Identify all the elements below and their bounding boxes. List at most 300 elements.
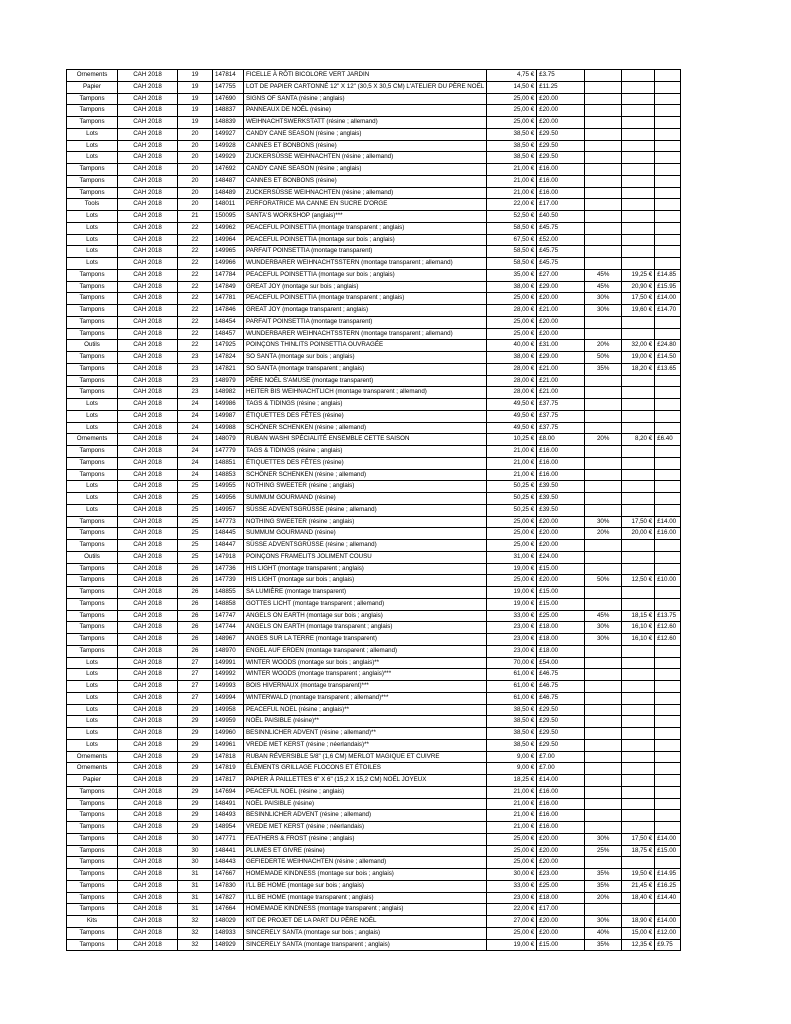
price-gbp-cell: £15.00 (537, 598, 585, 610)
table-row (67, 281, 681, 293)
table-row (67, 786, 681, 798)
description-cell: BESINNLICHER ADVENT (résine ; allemand) (244, 810, 487, 822)
price-eur-cell: 23,00 € (487, 645, 537, 657)
reference-cell: 147755 (213, 81, 244, 93)
page-cell: 32 (178, 916, 213, 928)
price-gbp-cell: £16.00 (537, 822, 585, 834)
page-cell: 25 (178, 528, 213, 540)
sale-price-eur-cell: 20,90 € (622, 281, 655, 293)
price-eur-cell: 19,00 € (487, 587, 537, 599)
reference-cell: 148967 (213, 634, 244, 646)
sale-price-eur-cell (622, 645, 655, 657)
sale-price-gbp-cell: £14.00 (655, 916, 681, 928)
description-cell: VREDE MET KERST (résine ; néerlandais) (244, 822, 487, 834)
table-row (67, 939, 681, 951)
category-cell: Lots (67, 422, 118, 434)
catalogue-cell: CAH 2018 (118, 457, 178, 469)
description-cell: CANDY CANE SEASON (résine ; anglais) (244, 128, 487, 140)
catalogue-cell: CAH 2018 (118, 93, 178, 105)
table-row (67, 916, 681, 928)
reference-cell: 148970 (213, 645, 244, 657)
discount-cell (585, 140, 622, 152)
sale-price-gbp-cell: £16.25 (655, 880, 681, 892)
page-cell: 29 (178, 728, 213, 740)
category-cell: Tampons (67, 528, 118, 540)
page-cell: 30 (178, 857, 213, 869)
page-cell: 29 (178, 704, 213, 716)
sale-price-eur-cell: 21,45 € (622, 880, 655, 892)
description-cell: HIS LIGHT (montage sur bois ; anglais) (244, 575, 487, 587)
table-row (67, 657, 681, 669)
catalogue-cell: CAH 2018 (118, 446, 178, 458)
catalogue-cell: CAH 2018 (118, 352, 178, 364)
price-gbp-cell: £16.00 (537, 469, 585, 481)
category-cell: Outils (67, 340, 118, 352)
table-row (67, 457, 681, 469)
discount-cell: 50% (585, 352, 622, 364)
page-cell: 22 (178, 269, 213, 281)
discount-cell (585, 211, 622, 223)
catalogue-cell: CAH 2018 (118, 763, 178, 775)
discount-cell (585, 152, 622, 164)
table-row (67, 563, 681, 575)
reference-cell: 147827 (213, 892, 244, 904)
sale-price-gbp-cell (655, 669, 681, 681)
discount-cell (585, 822, 622, 834)
page-cell: 20 (178, 175, 213, 187)
catalogue-cell: CAH 2018 (118, 222, 178, 234)
sale-price-eur-cell (622, 222, 655, 234)
category-cell: Tools (67, 199, 118, 211)
reference-cell: 147830 (213, 880, 244, 892)
price-gbp-cell: £45.75 (537, 222, 585, 234)
reference-cell: 150095 (213, 211, 244, 223)
sale-price-gbp-cell (655, 857, 681, 869)
price-gbp-cell: £20.00 (537, 117, 585, 129)
discount-cell: 50% (585, 575, 622, 587)
sale-price-eur-cell: 20,00 € (622, 528, 655, 540)
sale-price-gbp-cell (655, 469, 681, 481)
reference-cell: 149956 (213, 493, 244, 505)
category-cell: Tampons (67, 540, 118, 552)
page-cell: 24 (178, 457, 213, 469)
catalogue-cell: CAH 2018 (118, 775, 178, 787)
discount-cell (585, 598, 622, 610)
sale-price-eur-cell: 17,50 € (622, 516, 655, 528)
sale-price-eur-cell (622, 810, 655, 822)
page-cell: 30 (178, 833, 213, 845)
price-gbp-cell: £46.75 (537, 681, 585, 693)
sale-price-eur-cell (622, 751, 655, 763)
price-eur-cell: 61,00 € (487, 669, 537, 681)
discount-cell: 30% (585, 916, 622, 928)
table-row (67, 140, 681, 152)
price-eur-cell: 25,00 € (487, 833, 537, 845)
discount-cell: 30% (585, 516, 622, 528)
price-gbp-cell: £29.00 (537, 352, 585, 364)
price-eur-cell: 21,00 € (487, 798, 537, 810)
category-cell: Lots (67, 692, 118, 704)
sale-price-gbp-cell (655, 587, 681, 599)
price-eur-cell: 50,25 € (487, 493, 537, 505)
sale-price-gbp-cell: £6.40 (655, 434, 681, 446)
category-cell: Lots (67, 681, 118, 693)
category-cell: Tampons (67, 598, 118, 610)
description-cell: KIT DE PROJET DE LA PART DU PÈRE NOËL (244, 916, 487, 928)
sale-price-eur-cell (622, 692, 655, 704)
discount-cell (585, 387, 622, 399)
discount-cell (585, 645, 622, 657)
discount-cell: 30% (585, 634, 622, 646)
table-row (67, 70, 681, 82)
description-cell: BOIS HIVERNAUX (montage transparent)*** (244, 681, 487, 693)
category-cell: Ornements (67, 70, 118, 82)
sale-price-eur-cell (622, 716, 655, 728)
table-row (67, 493, 681, 505)
table-row (67, 516, 681, 528)
table-row (67, 352, 681, 364)
description-cell: I'LL BE HOME (montage sur bois ; anglais) (244, 880, 487, 892)
description-cell: ÉTIQUETTES DES FÊTES (résine) (244, 457, 487, 469)
category-cell: Tampons (67, 187, 118, 199)
discount-cell: 25% (585, 845, 622, 857)
price-gbp-cell: £29.50 (537, 152, 585, 164)
sale-price-eur-cell: 18,75 € (622, 845, 655, 857)
sale-price-gbp-cell: £12.60 (655, 634, 681, 646)
reference-cell: 147736 (213, 563, 244, 575)
price-eur-cell: 58,50 € (487, 258, 537, 270)
description-cell: ÉLÉMENTS GRILLAGE FLOCONS ET ÉTOILES (244, 763, 487, 775)
table-row (67, 81, 681, 93)
sale-price-eur-cell: 18,90 € (622, 916, 655, 928)
reference-cell: 147739 (213, 575, 244, 587)
table-row (67, 610, 681, 622)
description-cell: RUBAN WASHI SPÉCIALITÉ ENSEMBLE CETTE SAISON (244, 434, 487, 446)
description-cell: SA LUMIÈRE (montage transparent) (244, 587, 487, 599)
price-gbp-cell: £54.00 (537, 657, 585, 669)
price-eur-cell: 4,75 € (487, 70, 537, 82)
table-row (67, 587, 681, 599)
discount-cell: 35% (585, 880, 622, 892)
category-cell: Lots (67, 399, 118, 411)
discount-cell (585, 258, 622, 270)
sale-price-eur-cell (622, 798, 655, 810)
sale-price-gbp-cell (655, 763, 681, 775)
discount-cell: 45% (585, 610, 622, 622)
sale-price-gbp-cell: £14.95 (655, 869, 681, 881)
page-cell: 26 (178, 645, 213, 657)
sale-price-gbp-cell (655, 222, 681, 234)
reference-cell: 147819 (213, 763, 244, 775)
sale-price-eur-cell: 12,50 € (622, 575, 655, 587)
discount-cell: 40% (585, 927, 622, 939)
table-row (67, 246, 681, 258)
discount-cell (585, 692, 622, 704)
catalogue-cell: CAH 2018 (118, 845, 178, 857)
table-row (67, 669, 681, 681)
price-gbp-cell: £23.00 (537, 869, 585, 881)
reference-cell: 147849 (213, 281, 244, 293)
table-row (67, 269, 681, 281)
sale-price-gbp-cell: £9.75 (655, 939, 681, 951)
catalogue-cell: CAH 2018 (118, 540, 178, 552)
reference-cell: 148445 (213, 528, 244, 540)
catalogue-cell: CAH 2018 (118, 410, 178, 422)
price-eur-cell: 25,00 € (487, 528, 537, 540)
sale-price-eur-cell (622, 328, 655, 340)
page-cell: 24 (178, 446, 213, 458)
reference-cell: 147779 (213, 446, 244, 458)
price-gbp-cell: £16.00 (537, 798, 585, 810)
description-cell: I'LL BE HOME (montage transparent ; anglais) (244, 892, 487, 904)
discount-cell (585, 751, 622, 763)
sale-price-eur-cell: 17,50 € (622, 833, 655, 845)
reference-cell: 148491 (213, 798, 244, 810)
page-cell: 26 (178, 563, 213, 575)
description-cell: PEACEFUL POINSETTIA (montage transparent ; anglais) (244, 222, 487, 234)
discount-cell (585, 504, 622, 516)
sale-price-eur-cell (622, 117, 655, 129)
table-row (67, 434, 681, 446)
sale-price-gbp-cell (655, 328, 681, 340)
category-cell: Lots (67, 211, 118, 223)
category-cell: Tampons (67, 587, 118, 599)
reference-cell: 149992 (213, 669, 244, 681)
reference-cell: 149966 (213, 258, 244, 270)
page-cell: 24 (178, 410, 213, 422)
discount-cell: 45% (585, 281, 622, 293)
table-row (67, 387, 681, 399)
price-eur-cell: 33,00 € (487, 610, 537, 622)
price-eur-cell: 38,50 € (487, 716, 537, 728)
price-eur-cell: 38,50 € (487, 140, 537, 152)
sale-price-eur-cell (622, 93, 655, 105)
page-cell: 29 (178, 786, 213, 798)
price-gbp-cell: £27.00 (537, 269, 585, 281)
sale-price-eur-cell (622, 551, 655, 563)
sale-price-eur-cell (622, 763, 655, 775)
sale-price-eur-cell (622, 175, 655, 187)
description-cell: PANNEAUX DE NOËL (résine) (244, 105, 487, 117)
page-cell: 26 (178, 575, 213, 587)
discount-cell: 30% (585, 622, 622, 634)
description-cell: SINCERELY SANTA (montage transparent ; anglais) (244, 939, 487, 951)
page-cell: 23 (178, 387, 213, 399)
discount-cell (585, 798, 622, 810)
price-gbp-cell: £16.00 (537, 164, 585, 176)
discount-cell (585, 316, 622, 328)
sale-price-gbp-cell: £15.95 (655, 281, 681, 293)
discount-cell (585, 775, 622, 787)
catalogue-cell: CAH 2018 (118, 610, 178, 622)
price-eur-cell: 35,00 € (487, 269, 537, 281)
reference-cell: 149988 (213, 422, 244, 434)
description-cell: ANGELS ON EARTH (montage sur bois ; anglais) (244, 610, 487, 622)
description-cell: NOTHING SWEETER (résine ; anglais) (244, 516, 487, 528)
sale-price-gbp-cell (655, 728, 681, 740)
description-cell: NOËL PAISIBLE (résine)** (244, 716, 487, 728)
sale-price-gbp-cell: £24.80 (655, 340, 681, 352)
price-eur-cell: 28,00 € (487, 375, 537, 387)
discount-cell (585, 199, 622, 211)
discount-cell (585, 81, 622, 93)
category-cell: Tampons (67, 117, 118, 129)
page-cell: 27 (178, 681, 213, 693)
page-cell: 31 (178, 904, 213, 916)
page-cell: 24 (178, 422, 213, 434)
sale-price-gbp-cell: £15.00 (655, 845, 681, 857)
catalogue-cell: CAH 2018 (118, 927, 178, 939)
sale-price-eur-cell: 19,50 € (622, 869, 655, 881)
reference-cell: 147747 (213, 610, 244, 622)
catalogue-cell: CAH 2018 (118, 622, 178, 634)
sale-price-eur-cell (622, 258, 655, 270)
sale-price-gbp-cell: £14.50 (655, 352, 681, 364)
price-eur-cell: 25,00 € (487, 105, 537, 117)
reference-cell: 147664 (213, 904, 244, 916)
table-row (67, 857, 681, 869)
sale-price-gbp-cell (655, 164, 681, 176)
discount-cell (585, 105, 622, 117)
price-gbp-cell: £39.50 (537, 504, 585, 516)
description-cell: HOMEMADE KINDNESS (montage transparent ; anglais) (244, 904, 487, 916)
sale-price-gbp-cell (655, 105, 681, 117)
catalogue-cell: CAH 2018 (118, 751, 178, 763)
sale-price-gbp-cell: £14.00 (655, 833, 681, 845)
description-cell: WINTER WOODS (montage transparent ; anglais)*** (244, 669, 487, 681)
catalogue-cell: CAH 2018 (118, 305, 178, 317)
table-row (67, 892, 681, 904)
sale-price-eur-cell (622, 681, 655, 693)
discount-cell (585, 410, 622, 422)
catalogue-cell: CAH 2018 (118, 281, 178, 293)
category-cell: Papier (67, 775, 118, 787)
page-cell: 29 (178, 798, 213, 810)
price-gbp-cell: £25.00 (537, 610, 585, 622)
description-cell: SO SANTA (montage sur bois ; anglais) (244, 352, 487, 364)
reference-cell: 148858 (213, 598, 244, 610)
sale-price-gbp-cell (655, 810, 681, 822)
sale-price-eur-cell: 19,00 € (622, 352, 655, 364)
description-cell: PERFORATRICE MA CANNE EN SUCRE D'ORGE (244, 199, 487, 211)
price-gbp-cell: £21.00 (537, 387, 585, 399)
table-row (67, 258, 681, 270)
price-eur-cell: 31,00 € (487, 551, 537, 563)
price-gbp-cell: £21.00 (537, 363, 585, 375)
table-row (67, 152, 681, 164)
description-cell: WUNDERBARER WEIHNACHTSSTERN (montage transparent ; allemand) (244, 258, 487, 270)
table-row (67, 551, 681, 563)
sale-price-eur-cell (622, 822, 655, 834)
reference-cell: 149994 (213, 692, 244, 704)
price-gbp-cell: £16.00 (537, 187, 585, 199)
catalogue-cell: CAH 2018 (118, 822, 178, 834)
description-cell: RUBAN RÉVERSIBLE 5/8" (1,6 CM) MERLOT MAGIQUE ET CUIVRE (244, 751, 487, 763)
description-cell: SINCERELY SANTA (montage sur bois ; anglais) (244, 927, 487, 939)
sale-price-gbp-cell (655, 657, 681, 669)
price-eur-cell: 22,00 € (487, 199, 537, 211)
category-cell: Tampons (67, 269, 118, 281)
discount-cell (585, 117, 622, 129)
catalogue-cell: CAH 2018 (118, 399, 178, 411)
discount-cell (585, 763, 622, 775)
price-gbp-cell: £20.00 (537, 328, 585, 340)
category-cell: Tampons (67, 93, 118, 105)
catalogue-cell: CAH 2018 (118, 516, 178, 528)
price-eur-cell: 27,00 € (487, 916, 537, 928)
reference-cell: 147781 (213, 293, 244, 305)
page-cell: 19 (178, 81, 213, 93)
sale-price-eur-cell: 18,20 € (622, 363, 655, 375)
sale-price-eur-cell (622, 504, 655, 516)
catalogue-cell: CAH 2018 (118, 904, 178, 916)
category-cell: Lots (67, 140, 118, 152)
catalogue-cell: CAH 2018 (118, 293, 178, 305)
description-cell: GREAT JOY (montage sur bois ; anglais) (244, 281, 487, 293)
page-cell: 32 (178, 927, 213, 939)
page-cell: 22 (178, 305, 213, 317)
price-eur-cell: 25,00 € (487, 540, 537, 552)
sale-price-eur-cell: 18,15 € (622, 610, 655, 622)
sale-price-eur-cell: 32,00 € (622, 340, 655, 352)
sale-price-gbp-cell (655, 751, 681, 763)
table-row (67, 446, 681, 458)
price-gbp-cell: £7.00 (537, 751, 585, 763)
table-row (67, 739, 681, 751)
price-eur-cell: 10,25 € (487, 434, 537, 446)
page-cell: 27 (178, 657, 213, 669)
catalogue-cell: CAH 2018 (118, 869, 178, 881)
price-gbp-cell: £8.00 (537, 434, 585, 446)
price-eur-cell: 23,00 € (487, 622, 537, 634)
sale-price-gbp-cell: £14.00 (655, 293, 681, 305)
description-cell: SANTA'S WORKSHOP (anglais)*** (244, 211, 487, 223)
sale-price-gbp-cell (655, 457, 681, 469)
sale-price-gbp-cell (655, 234, 681, 246)
catalogue-cell: CAH 2018 (118, 645, 178, 657)
discount-cell (585, 70, 622, 82)
table-row (67, 187, 681, 199)
discount-cell (585, 234, 622, 246)
catalogue-cell: CAH 2018 (118, 892, 178, 904)
page-cell: 26 (178, 634, 213, 646)
sale-price-gbp-cell: £12.60 (655, 622, 681, 634)
price-eur-cell: 23,00 € (487, 634, 537, 646)
catalogue-cell: CAH 2018 (118, 70, 178, 82)
sale-price-eur-cell (622, 904, 655, 916)
category-cell: Lots (67, 739, 118, 751)
price-eur-cell: 21,00 € (487, 164, 537, 176)
description-cell: WEIHNACHTSWERKSTATT (résine ; allemand) (244, 117, 487, 129)
sale-price-gbp-cell (655, 316, 681, 328)
description-cell: ZUCKERSÜSSE WEIHNACHTEN (résine ; allemand) (244, 152, 487, 164)
price-eur-cell: 28,00 € (487, 305, 537, 317)
category-cell: Tampons (67, 833, 118, 845)
page-cell: 22 (178, 281, 213, 293)
sale-price-gbp-cell (655, 81, 681, 93)
reference-cell: 147846 (213, 305, 244, 317)
discount-cell: 30% (585, 293, 622, 305)
price-gbp-cell: £46.75 (537, 669, 585, 681)
price-eur-cell: 28,00 € (487, 363, 537, 375)
description-cell: ANGES SUR LA TERRE (montage transparent) (244, 634, 487, 646)
catalogue-cell: CAH 2018 (118, 857, 178, 869)
sale-price-eur-cell (622, 481, 655, 493)
price-eur-cell: 38,50 € (487, 704, 537, 716)
page-cell: 26 (178, 622, 213, 634)
catalogue-cell: CAH 2018 (118, 786, 178, 798)
sale-price-gbp-cell (655, 822, 681, 834)
